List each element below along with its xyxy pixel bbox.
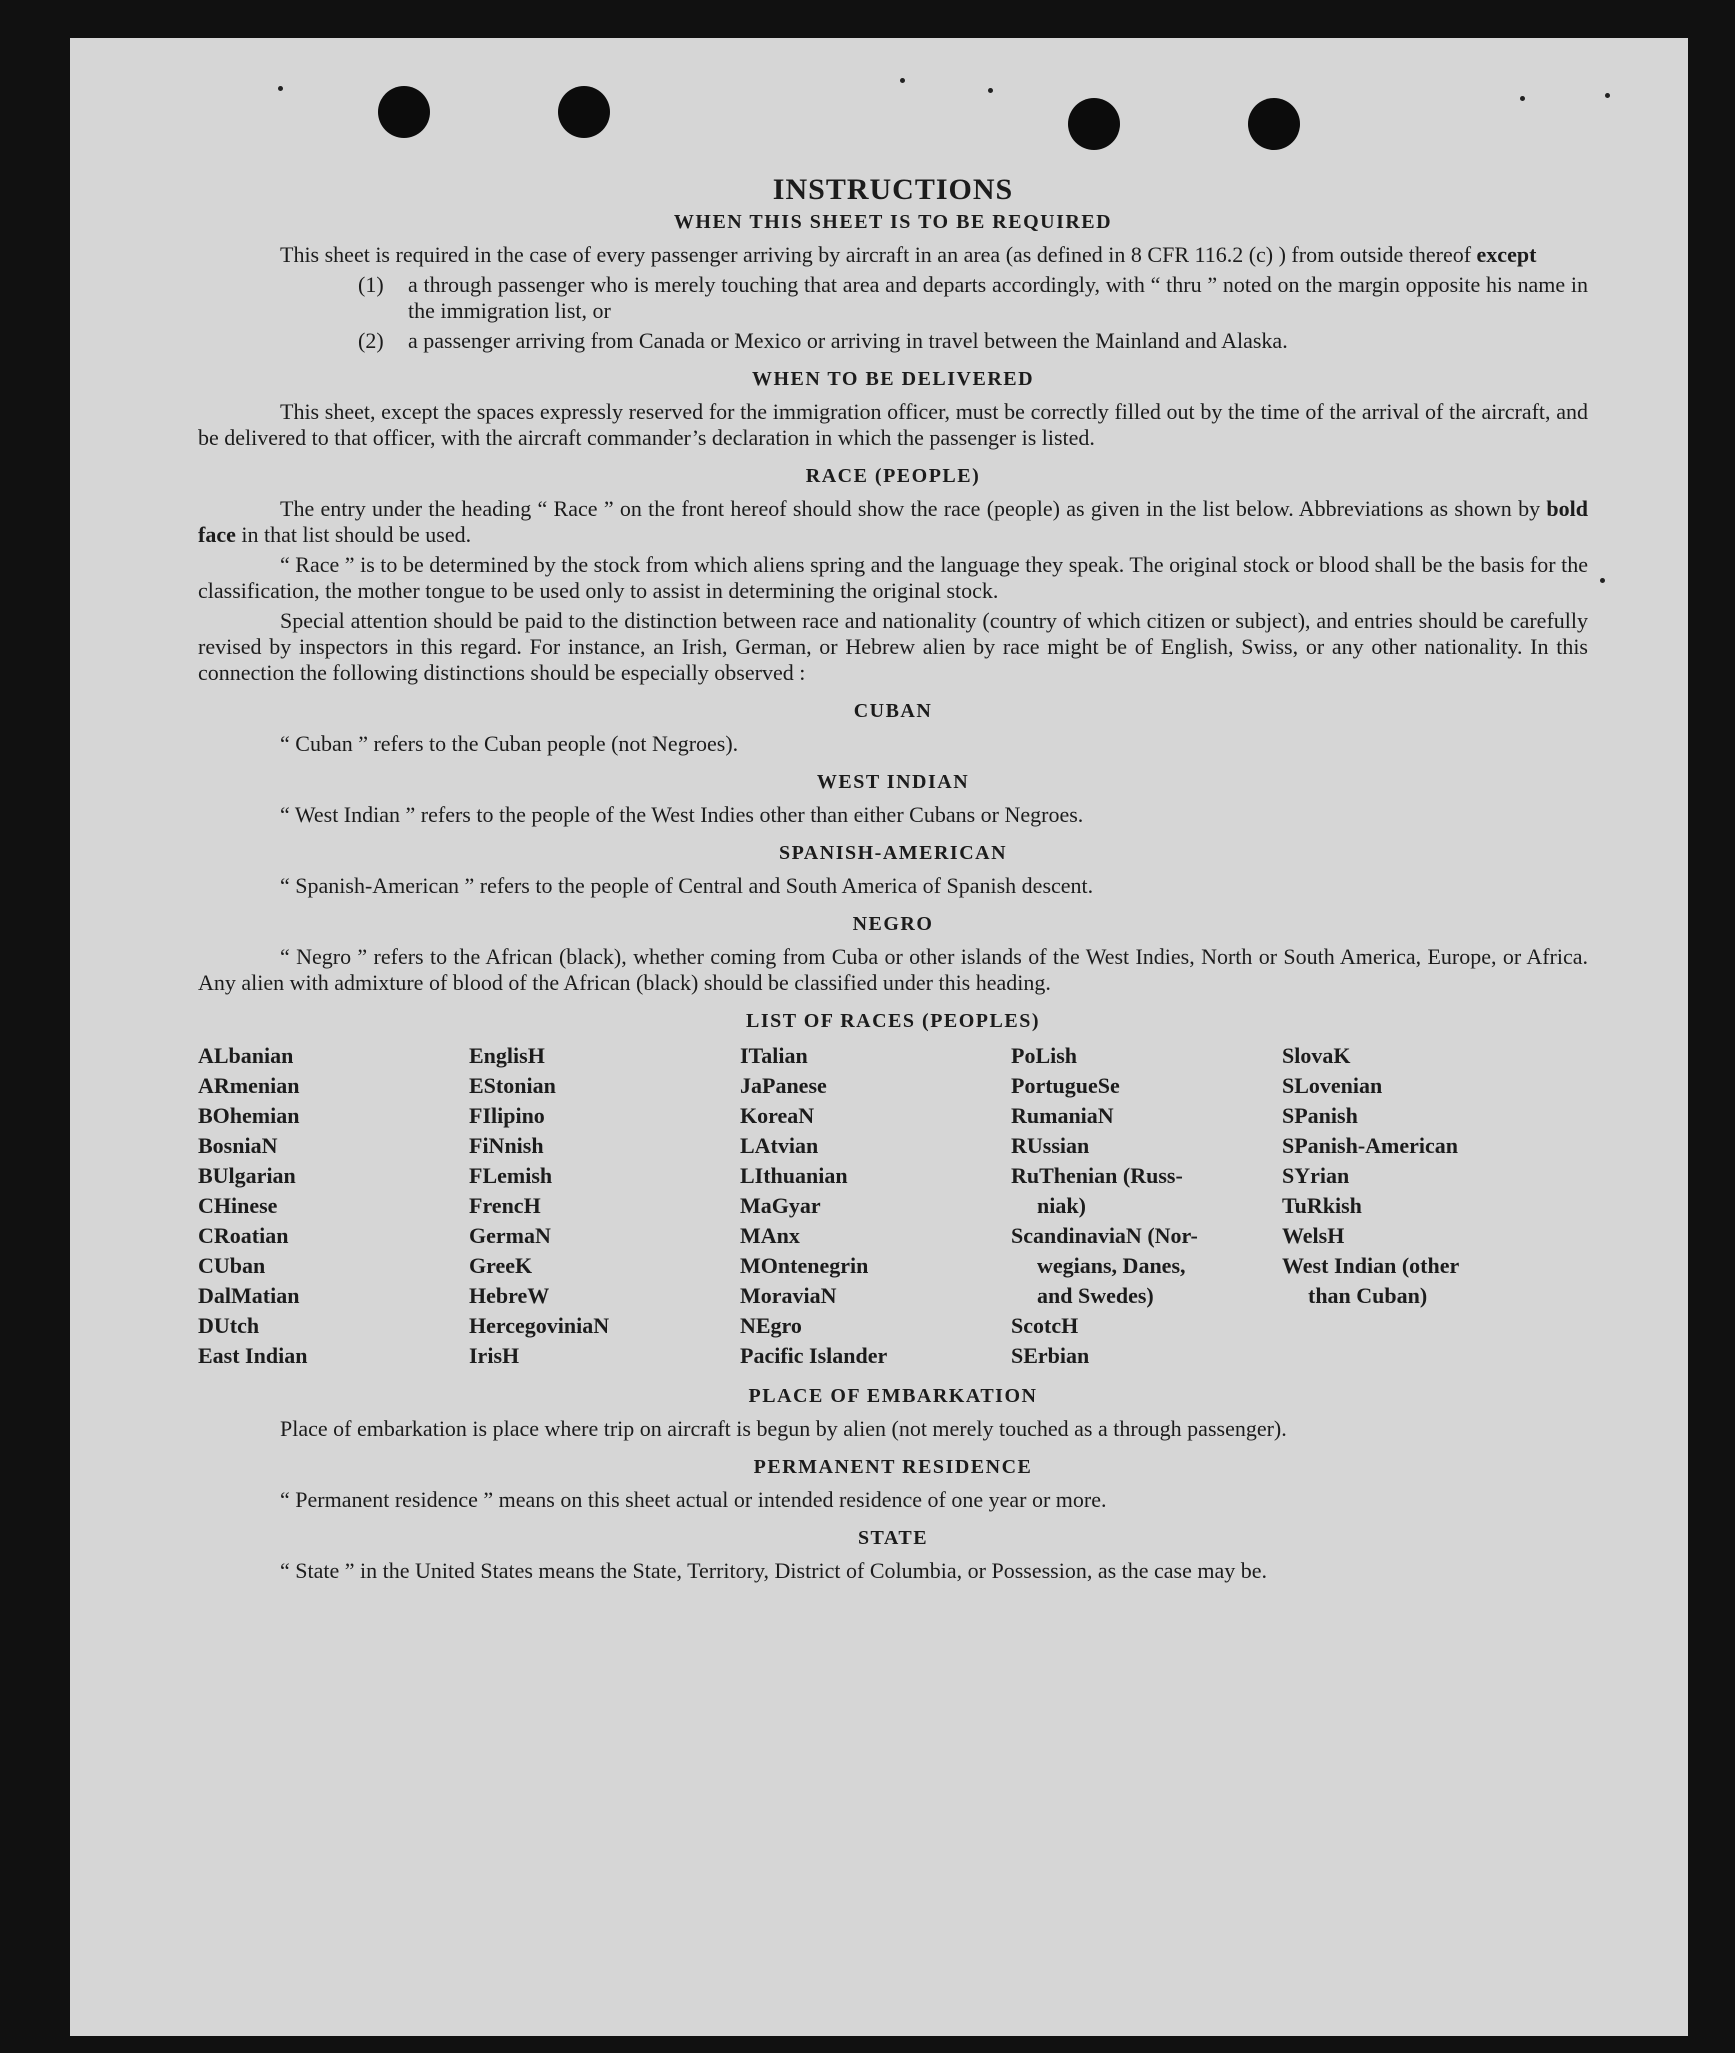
race-entry: FrencH (469, 1193, 541, 1218)
race-entry: FLemish (469, 1163, 553, 1188)
race-entry: CRoatian (198, 1223, 289, 1248)
race-entry: RUssian (1011, 1133, 1090, 1158)
race-entry: HebreW (469, 1283, 550, 1308)
exception-text: a through passenger who is merely touching that area and departs accordingly, with “ thru ” noted on the margin opposite his name in the immigration list, or (408, 272, 1588, 323)
race-entry: JaPanese (740, 1073, 827, 1098)
race-paragraph-1 (198, 496, 1588, 548)
race-entry: CUban (198, 1253, 266, 1278)
heading-negro: NEGRO (852, 913, 934, 935)
state-text: “ State ” in the United States means the State, Territory, District of Columbia, or Possession, as the case may be. (280, 1558, 1268, 1583)
race-entry: MoraviaN (740, 1283, 837, 1308)
exception-item (358, 272, 1588, 324)
negro-text: “ Negro ” refers to the African (black), whether coming from Cuba or other islands of the West Indies, North or South America, Europe, or Africa. Any alien with admixture of blood of the African (black) should be classified under this heading. (198, 944, 1588, 995)
race-entry: EnglisH (469, 1043, 545, 1068)
race-entry: FIlipino (469, 1103, 545, 1128)
race-entry: SLovenian (1282, 1073, 1383, 1098)
race-entry: GreeK (469, 1253, 533, 1278)
heading-embarkation: PLACE OF EMBARKATION (748, 1385, 1038, 1407)
exception-number: (1) (358, 272, 384, 297)
exception-text: a passenger arriving from Canada or Mexico or arriving in travel between the Mainland and Alaska. (408, 328, 1288, 353)
race-entry: SErbian (1011, 1343, 1090, 1368)
race-entry: KoreaN (740, 1103, 815, 1128)
race-entry: SYrian (1282, 1163, 1350, 1188)
race-entry: SlovaK (1282, 1043, 1351, 1068)
race-p1-b: in that list should be used. (241, 522, 472, 547)
race-entry: GermaN (469, 1223, 551, 1248)
race-entry: DalMatian (198, 1283, 300, 1308)
race-entry: niak) (1037, 1193, 1086, 1218)
punch-hole (1068, 98, 1120, 150)
race-entry: BosniaN (198, 1133, 278, 1158)
heading-west-indian: WEST INDIAN (816, 771, 970, 793)
heading-list-of-races: LIST OF RACES (PEOPLES) (745, 1010, 1040, 1032)
exception-number: (2) (358, 328, 384, 353)
race-entry: NEgro (740, 1313, 802, 1338)
race-entry: wegians, Danes, (1037, 1253, 1186, 1278)
when-required-intro-text: This sheet is required in the case of every passenger arriving by aircraft in an area (as defined in 8 CFR 116.2 (c) ) from outside thereof (280, 242, 1472, 267)
race-entry: FiNnish (469, 1133, 544, 1158)
race-entry: than Cuban) (1308, 1283, 1428, 1308)
races-list (198, 1041, 1588, 1371)
page-title: INSTRUCTIONS (772, 173, 1014, 206)
race-entry: DUtch (198, 1313, 260, 1338)
spanish-american-text: “ Spanish-American ” refers to the people of Central and South America of Spanish descent. (280, 873, 1094, 898)
speck (1605, 93, 1610, 98)
race-entry: West Indian (other (1282, 1253, 1460, 1278)
speck (1520, 96, 1525, 101)
heading-race: RACE (PEOPLE) (805, 465, 981, 487)
document-page (70, 38, 1688, 2036)
heading-when-delivered: WHEN TO BE DELIVERED (751, 368, 1035, 390)
race-entry: ARmenian (198, 1073, 300, 1098)
race-entry: LAtvian (740, 1133, 819, 1158)
race-entry: East Indian (198, 1343, 308, 1368)
heading-permanent-residence: PERMANENT RESIDENCE (753, 1456, 1033, 1478)
race-p1-a: The entry under the heading “ Race ” on the front hereof should show the race (people) as given in the list below. Abbreviations as shown by (280, 496, 1541, 521)
races-column (469, 1041, 740, 1371)
speck (988, 88, 993, 93)
cuban-text: “ Cuban ” refers to the Cuban people (not Negroes). (280, 731, 739, 756)
embarkation-text: Place of embarkation is place where trip on aircraft is begun by alien (not merely touched as a through passenger). (280, 1416, 1287, 1441)
race-paragraph-3: Special attention should be paid to the distinction between race and nationality (country of which citizen or subject), and entries should be carefully revised by inspectors in this regard. For instance, an Irish, German, or Hebrew alien by race might be of English, Swiss, or any other nationality. In this connection the following distinctions should be especially observed : (198, 608, 1588, 685)
race-entry: PoLish (1011, 1043, 1078, 1068)
race-entry: PortugueSe (1011, 1073, 1120, 1098)
instructions-content (198, 173, 1588, 1588)
speck (900, 78, 905, 83)
heading-state: STATE (857, 1527, 929, 1549)
race-entry: MaGyar (740, 1193, 821, 1218)
west-indian-text: “ West Indian ” refers to the people of the West Indies other than either Cubans or Negroes. (280, 802, 1084, 827)
race-entry: ScotcH (1011, 1313, 1079, 1338)
race-entry: RumaniaN (1011, 1103, 1114, 1128)
race-entry: Pacific Islander (740, 1343, 888, 1368)
race-entry: IrisH (469, 1343, 520, 1368)
race-entry: ScandinaviaN (Nor- (1011, 1223, 1198, 1248)
race-entry: BOhemian (198, 1103, 300, 1128)
race-entry: LIthuanian (740, 1163, 848, 1188)
race-entry: MOntenegrin (740, 1253, 869, 1278)
except-keyword: except (1476, 242, 1537, 267)
punch-hole (558, 86, 610, 138)
speck (278, 86, 283, 91)
heading-cuban: CUBAN (853, 700, 933, 722)
races-column (198, 1041, 469, 1371)
speck (1600, 578, 1605, 583)
race-entry: WelsH (1282, 1223, 1345, 1248)
exception-item (358, 328, 1588, 354)
heading-spanish-american: SPANISH-AMERICAN (778, 842, 1008, 864)
race-entry: SPanish (1282, 1103, 1358, 1128)
race-paragraph-2: “ Race ” is to be determined by the stock from which aliens spring and the language they speak. The original stock or blood shall be the basis for the classification, the mother tongue to be used only to assist in determining the original stock. (198, 552, 1588, 603)
race-entry: and Swedes) (1037, 1283, 1154, 1308)
race-entry: HercegoviniaN (469, 1313, 610, 1338)
race-entry: BUlgarian (198, 1163, 296, 1188)
bold-face-keyword: bold face (198, 496, 1588, 547)
residence-text: “ Permanent residence ” means on this sheet actual or intended residence of one year or more. (280, 1487, 1107, 1512)
punch-hole (378, 86, 430, 138)
races-column (740, 1041, 1011, 1371)
punch-hole (1248, 98, 1300, 150)
race-entry: RuThenian (Russ- (1011, 1163, 1183, 1188)
race-entry: TuRkish (1282, 1193, 1362, 1218)
race-entry: ALbanian (198, 1043, 294, 1068)
races-column (1011, 1041, 1282, 1371)
race-entry: CHinese (198, 1193, 278, 1218)
races-column (1282, 1041, 1553, 1371)
heading-when-required: WHEN THIS SHEET IS TO BE REQUIRED (673, 211, 1113, 233)
race-entry: SPanish-American (1282, 1133, 1458, 1158)
when-required-intro (198, 242, 1588, 268)
race-entry: ITalian (740, 1043, 808, 1068)
when-delivered-text: This sheet, except the spaces expressly reserved for the immigration officer, must be correctly filled out by the time of the arrival of the aircraft, and be delivered to that officer, with the aircraft commander’s declaration in which the passenger is listed. (198, 399, 1588, 450)
race-entry: MAnx (740, 1223, 800, 1248)
race-entry: EStonian (469, 1073, 556, 1098)
